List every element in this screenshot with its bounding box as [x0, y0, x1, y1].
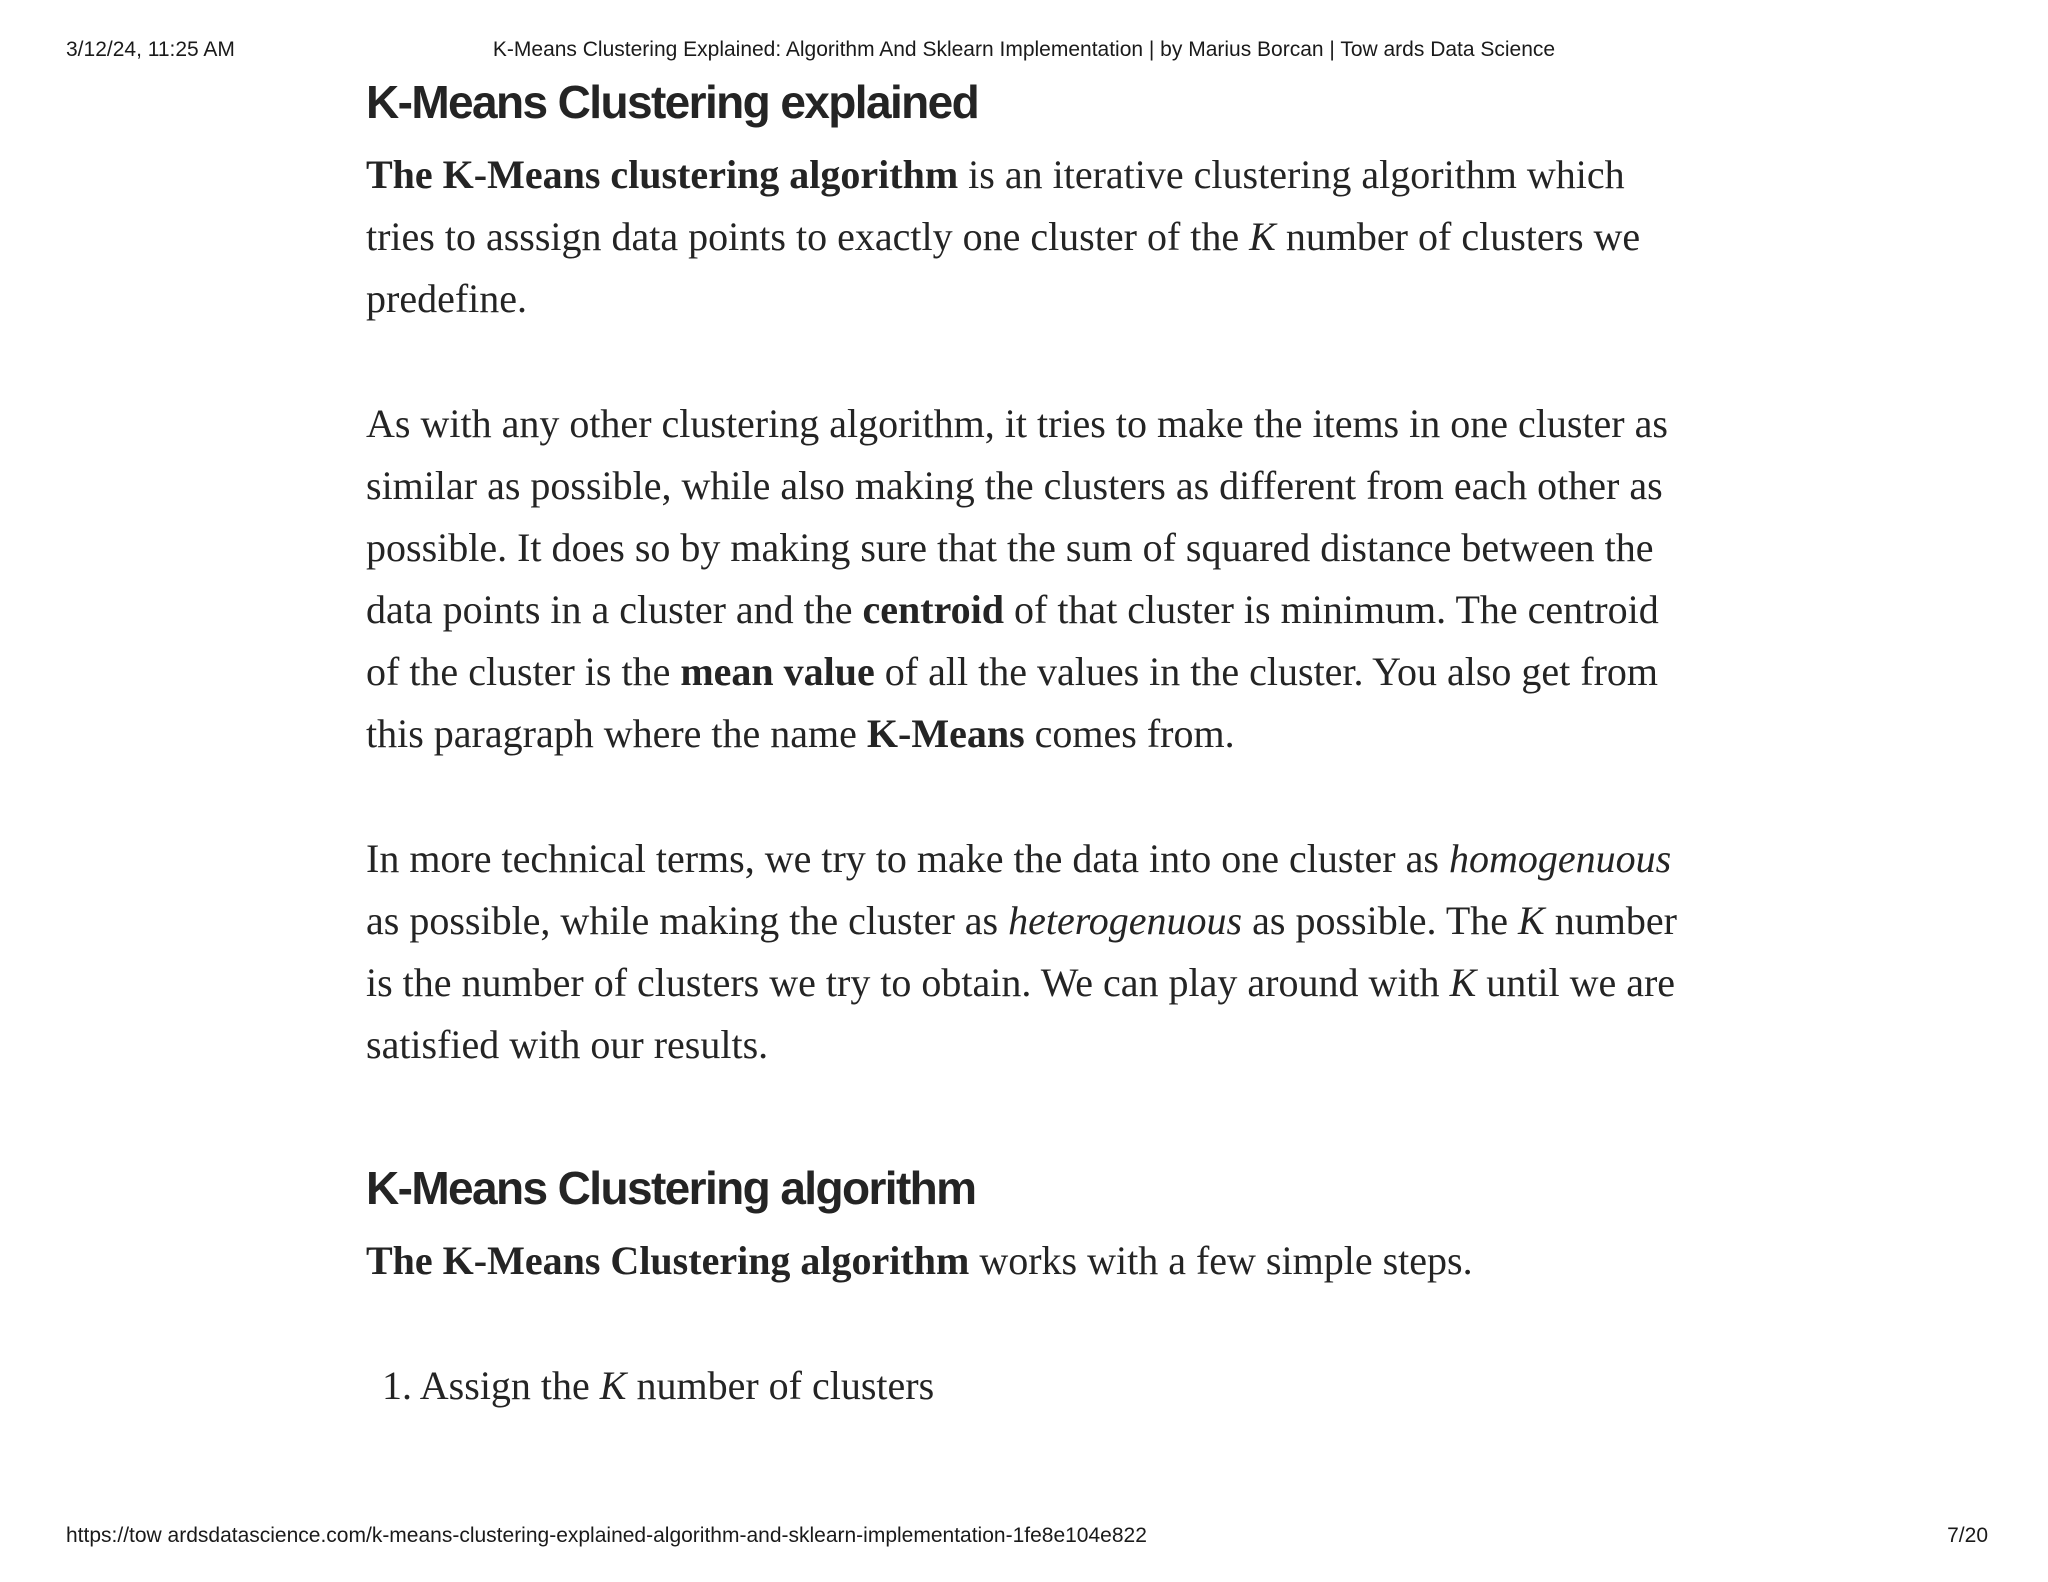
italic-term-heterogenuous: heterogenuous — [1008, 898, 1243, 943]
k-variable: K — [1449, 960, 1477, 1005]
paragraph-text: number of clusters we predefine. — [366, 214, 1641, 321]
bold-term-mean-value: mean value — [680, 649, 875, 694]
bold-lead-text: The K-Means Clustering algorithm — [366, 1238, 970, 1283]
paragraph-text: works with a few simple steps. — [969, 1238, 1473, 1283]
paragraph-text: of all the values in the cluster. You also get from this paragraph where the name — [366, 649, 1658, 756]
paragraph-text: As with any other clustering algorithm, it tries to make the items in one cluster as similar as possible, while also making the clusters as different from each other as possible. It does so by making sure that the sum of squared distance between the data points in a cluster and the — [366, 401, 1668, 632]
paragraph-similarity — [366, 393, 1696, 765]
paragraph-text: is an iterative clustering algorithm which tries to asssign data points to exactly one cluster of the — [366, 152, 1625, 259]
paragraph-text: number is the number of clusters we try to obtain. We can play around with — [366, 898, 1677, 1005]
k-variable: K — [1249, 214, 1276, 259]
list-text: number of clusters — [626, 1363, 935, 1408]
paragraph-text: as possible, while making the cluster as — [366, 898, 1009, 943]
paragraph-text: of that cluster is minimum. The centroid of the cluster is the — [366, 587, 1659, 694]
steps-list — [366, 1355, 1696, 1417]
bold-lead-text: The K-Means clustering algorithm — [366, 152, 959, 197]
paragraph-steps-intro — [366, 1230, 1696, 1292]
paragraph-text: until we are satisfied with our results. — [366, 960, 1676, 1067]
bold-term-centroid: centroid — [862, 587, 1004, 632]
paragraph-technical — [366, 828, 1696, 1076]
italic-term-homogenuous: homogenuous — [1448, 836, 1672, 881]
list-item — [366, 1355, 1696, 1417]
list-number: 1. — [382, 1363, 412, 1408]
paragraph-text: as possible. The — [1242, 898, 1519, 943]
paragraph-intro — [366, 144, 1696, 330]
section-heading-explained: K-Means Clustering explained — [366, 76, 979, 128]
print-url: https://tow ardsdatascience.com/k-means-clustering-explained-algorithm-and-sklearn-implementation-1fe8e104e822 — [66, 1524, 1147, 1547]
print-header — [0, 38, 2048, 68]
paragraph-text: comes from. — [1024, 711, 1235, 756]
k-variable: K — [1518, 898, 1545, 943]
paragraph-text: In more technical terms, we try to make the data into one cluster as — [366, 836, 1449, 881]
bold-term-k-means: K-Means — [866, 711, 1025, 756]
section-heading-algorithm: K-Means Clustering algorithm — [366, 1162, 976, 1214]
k-variable: K — [599, 1363, 627, 1408]
print-footer — [0, 1524, 2048, 1554]
list-text: Assign the — [412, 1363, 600, 1408]
print-date: 3/12/24, 11:25 AM — [66, 38, 235, 61]
article-body — [366, 72, 1696, 1417]
print-page-title: K-Means Clustering Explained: Algorithm And Sklearn Implementation | by Marius Borcan | Tow ards Data Science — [492, 38, 1556, 61]
page-number: 7/20 — [1947, 1524, 1988, 1547]
